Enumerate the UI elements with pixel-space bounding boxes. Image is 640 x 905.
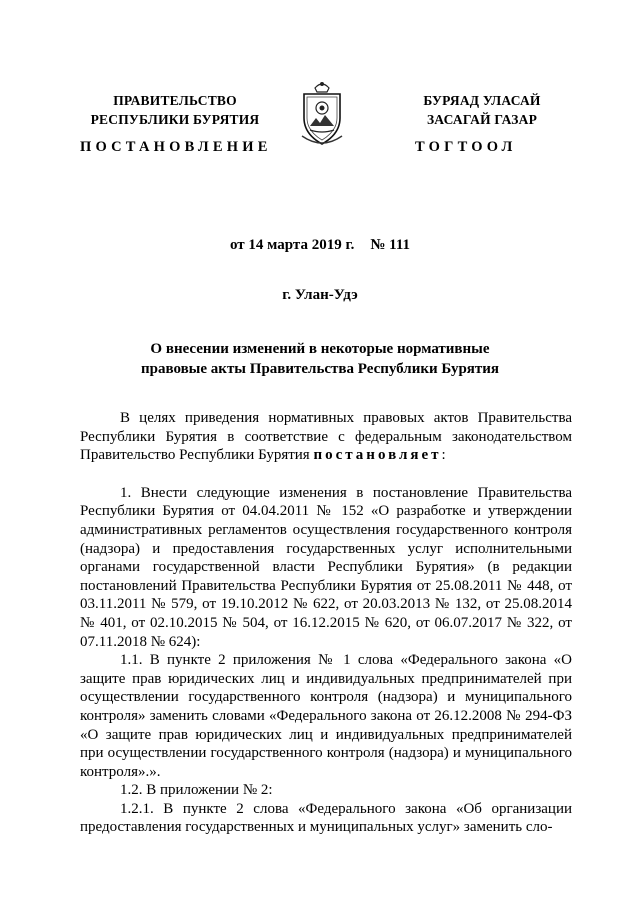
document-body [80,409,572,837]
date-line [0,237,640,254]
city: г. Улан-Удэ [282,287,358,303]
header-right-line2: ЗАСАГАЙ ГАЗАР [426,112,538,127]
paragraph-1-2-1: 1.2.1. В пункте 2 слова «Федерального закона «Об организации предоставления государственных и муниципальных услуг» заменить сло- [80,800,572,836]
paragraph-1: 1. Внести следующие изменения в постановление Правительства Республики Бурятия от 04.04.2011 № 152 «О разработке и утверждении административных регламентов осуществления государственного контроля (надзора) и предоставления государственных услуг исполнительными органами государственной власти Республики Бурятия» (в редакции постановлений Правительства Республики Бурятия от 25.08.2011 № 448, от 03.11.2011 № 579, от 19.10.2012 № 622, от 20.03.2013 № 132, от 25.08.2014 № 401, от 02.10.2015 № 504, от 16.12.2015 № 620, от 06.07.2017 № 322, от 07.11.2018 № 624): [80,484,572,650]
coat-of-arms-icon [297,78,347,150]
document-title [120,339,520,379]
document-date: от 14 марта 2019 г. [229,237,355,253]
header-left-line2: РЕСПУБЛИКИ БУРЯТИЯ [90,112,260,127]
title-line2: правовые акты Правительства Республики Бурятия [140,361,500,377]
title-line1: О внесении изменений в некоторые нормативные [150,341,490,357]
doc-type-left: ПОСТАНОВЛЕНИЕ [80,139,272,155]
document-number: № 111 [370,237,411,253]
paragraph-1-1: 1.1. В пункте 2 приложения № 1 слова «Федерального закона «О защите прав юридических лиц и индивидуальных предпринимателей при осуществлении государственного контроля (надзора) и муниципального контроля» заменить словами «Федерального закона от 26.12.2008 № 294-ФЗ «О защите прав юридических лиц и индивидуальных предпринимателей при осуществлении государственного контроля (надзора) и муниципального контроля».». [80,652,572,780]
doc-type-right: ТОГТООЛ [415,139,517,155]
header-right-block [382,91,582,129]
preamble-paragraph [80,409,572,465]
header-left-block [75,91,275,129]
preamble-end: : [441,447,446,464]
paragraph-1-2: 1.2. В приложении № 2: [120,782,273,799]
header-right-line1: БУРЯАД УЛАСАЙ [423,93,541,108]
preamble-bold-word: постановляет [313,447,442,464]
preamble-text: В целях приведения нормативных правовых актов Правительства Республики Бурятия в соответствие с федеральным законодательством Правительство Республики Бурятия [80,410,572,464]
header-left-line1: ПРАВИТЕЛЬСТВО [113,93,237,108]
